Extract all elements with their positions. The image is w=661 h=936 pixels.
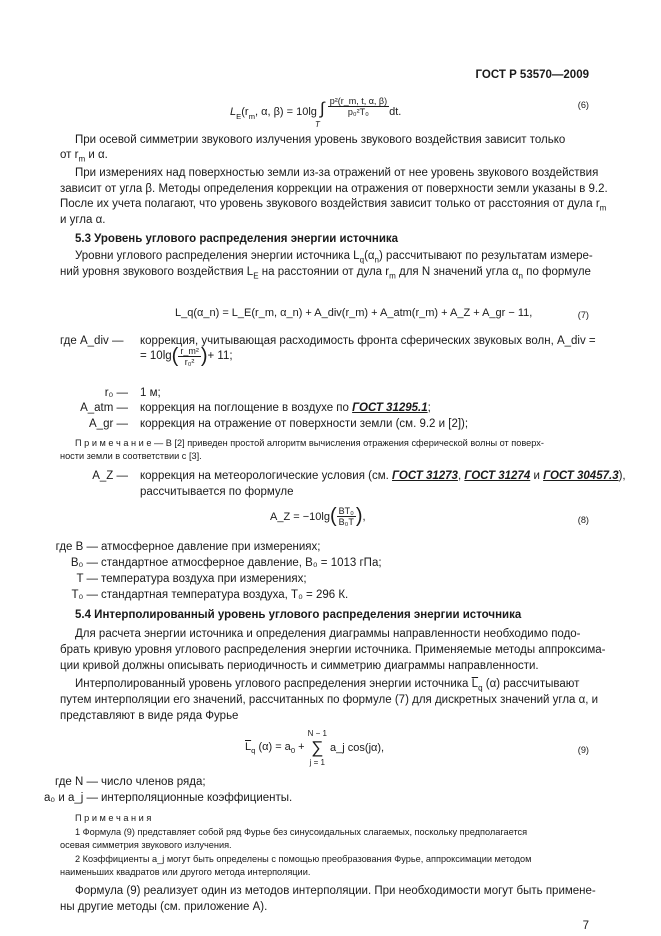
def-agr-term: A_gr — — [89, 418, 128, 430]
paragraph-2-line-3: После их учета полагают, что уровень звукового воздействия зависит только от расстояния от дула $r_m$ — [60, 198, 607, 213]
def-b-term: где B — — [55, 541, 98, 553]
def-b0-term: B₀ — — [70, 557, 98, 569]
paragraph-6-line-2: ны другие методы (см. приложение А). — [60, 901, 268, 913]
equation-7-number: (7) — [577, 310, 589, 320]
equation-9-number: (9) — [577, 745, 589, 755]
def-b-text: атмосферное давление при измерениях; — [101, 541, 321, 553]
section-5-3-title: 5.3 Уровень углового распределения энергии источника — [75, 233, 399, 245]
link-gost-31295-1[interactable]: ГОСТ 31295.1 — [352, 402, 428, 414]
note-2-1-line-2: осевая симметрия звукового излучения. — [60, 840, 232, 850]
paragraph-1-line-2: от $r_m$ и α. — [60, 149, 108, 164]
def-adiv-text: коррекция, учитывающая расходимость фронта сферических звуковых волн, A_div = — [140, 335, 596, 347]
equation-6: $L_E(r_m$, α, β) = 10lg ∫ $\frac{\text{p²(r\_m, t, α, β)}}{\text{p₀²T₀}}$ dt. T — [230, 96, 402, 129]
paragraph-4-line-3: ции кривой должны описывать периодичность и симметрию диаграммы направленности. — [60, 660, 539, 672]
link-gost-30457-3[interactable]: ГОСТ 30457.3 — [543, 470, 619, 482]
def-a-text: интерполяционные коэффициенты. — [101, 792, 293, 804]
link-gost-31273[interactable]: ГОСТ 31273 — [392, 470, 458, 482]
equation-8: A_Z = −10lg( $\frac{\text{BT₀}}{\text{B₀T}}$ ), — [270, 505, 366, 527]
adiv-fraction: $\frac{\text{r\_m²}}{\text{r₀²}}$ — [180, 346, 199, 367]
link-gost-31274[interactable]: ГОСТ 31274 — [464, 470, 531, 482]
def-t0-term: T₀ — — [71, 589, 98, 601]
def-a-term: a₀ и a_j — — [43, 792, 98, 804]
notes-title: П р и м е ч а н и я — [75, 813, 152, 823]
document-id: ГОСТ Р 53570—2009 — [475, 69, 589, 81]
sum-operator: N − 1 ∑ j = 1 — [307, 729, 327, 767]
equation-9: $\overline{L}_q$ $(\alpha) = a_0$ + N − 1 ∑ j = 1 a_j cos(jα), — [245, 729, 385, 767]
paragraph-1-line-1: При осевой симметрии звукового излучения уровень звукового воздействия зависит только — [75, 134, 566, 146]
def-t-term: T — — [76, 573, 98, 585]
def-az-line-2: рассчитывается по формуле — [140, 486, 294, 498]
equation-8-fraction: $\frac{\text{BT₀}}{\text{B₀T}}$ — [338, 506, 354, 527]
def-aatm-term: A_atm — — [80, 402, 128, 414]
def-r0-text: 1 м; — [140, 387, 161, 399]
paragraph-4-line-2: брать кривую уровня углового распределения энергии источника. Применяемые методы аппроксима- — [60, 644, 606, 656]
page-number: 7 — [582, 920, 589, 932]
def-az-text: коррекция на метеорологические условия (см. ГОСТ 31273, ГОСТ 31274 и ГОСТ 30457.3), — [140, 470, 626, 482]
def-b0-text: стандартное атмосферное давление, B₀ = 1013 гПа; — [101, 557, 382, 569]
def-agr-text: коррекция на отражение от поверхности земли (см. 9.2 и [2]); — [140, 418, 469, 430]
note-2-2-line-1: 2 Коэффициенты a_j могут быть определены с помощью преобразования Фурье, аппроксимации методом — [75, 854, 532, 864]
paragraph-4-line-1: Для расчета энергии источника и определения диаграммы направленности необходимо подо- — [75, 628, 581, 640]
def-r0-term: r₀ — — [104, 387, 128, 399]
def-n-term: где N — — [55, 776, 98, 788]
def-az-term: A_Z — — [92, 470, 128, 482]
paragraph-3-line-2: ний уровня звукового воздействия $L_E$ на расстоянии от дула $r_m$ для N значений угла $\alpha_n$ по формуле — [60, 266, 591, 281]
paragraph-3-line-1: Уровни углового распределения энергии источника $L_q(\alpha_n)$ рассчитывают по результатам измере- — [75, 250, 593, 265]
def-adiv-term: где A_div — — [60, 335, 124, 347]
paragraph-2-line-1: При измерениях над поверхностью земли из-за отражений от нее уровень звукового воздействия — [75, 167, 599, 179]
section-5-4-title: 5.4 Интерполированный уровень углового распределения энергии источника — [75, 609, 522, 621]
equation-6-fraction: $\frac{\text{p²(r\_m, t, α, β)}}{\text{p₀²T₀}}$ — [329, 96, 388, 117]
note-1-line-1: П р и м е ч а н и е — В [2] приведен простой алгоритм вычисления отражения сферической волны от поверх- — [75, 438, 544, 448]
def-adiv-formula: = 10lg( $\frac{\text{r\_m²}}{\text{r₀²}}$ )+ 11; — [140, 345, 233, 367]
paragraph-5-line-1: Интерполированный уровень углового распределения энергии источника $\overline{L}_q$ (α) рассчитывают — [75, 678, 580, 693]
def-n-text: число членов ряда; — [101, 776, 206, 788]
paragraph-5-line-2: путем интерполяции его значений, рассчитанных по формуле (7) для дискретных значений угла α, и — [60, 694, 599, 706]
note-2-2-line-2: наименьших квадратов или другого метода интерполяции. — [60, 867, 311, 877]
paragraph-2-line-4: и угла α. — [60, 214, 106, 226]
equation-8-number: (8) — [577, 515, 589, 525]
paragraph-6-line-1: Формула (9) реализует один из методов интерполяции. При необходимости могут быть примене- — [75, 885, 596, 897]
def-t-text: температура воздуха при измерениях; — [101, 573, 307, 585]
paragraph-5-line-3: представляют в виде ряда Фурье — [60, 710, 239, 722]
note-1-line-2: ности земли в соответствии с [3]. — [60, 451, 202, 461]
equation-7: L_q(α_n) = L_E(r_m, α_n) + A_div(r_m) + A_atm(r_m) + A_Z + A_gr − 11, — [175, 307, 533, 319]
note-2-1-line-1: 1 Формула (9) представляет собой ряд Фурье без синусоидальных слагаемых, поскольку предполагается — [75, 827, 528, 837]
def-t0-text: стандартная температура воздуха, T₀ = 296 К. — [101, 589, 349, 601]
equation-6-number: (6) — [577, 100, 589, 110]
def-aatm-text: коррекция на поглощение в воздухе по ГОСТ 31295.1; — [140, 402, 431, 414]
paragraph-2-line-2: зависит от угла β. Методы определения коррекции на отражения от поверхности земли указаны в 9.2. — [60, 183, 608, 195]
